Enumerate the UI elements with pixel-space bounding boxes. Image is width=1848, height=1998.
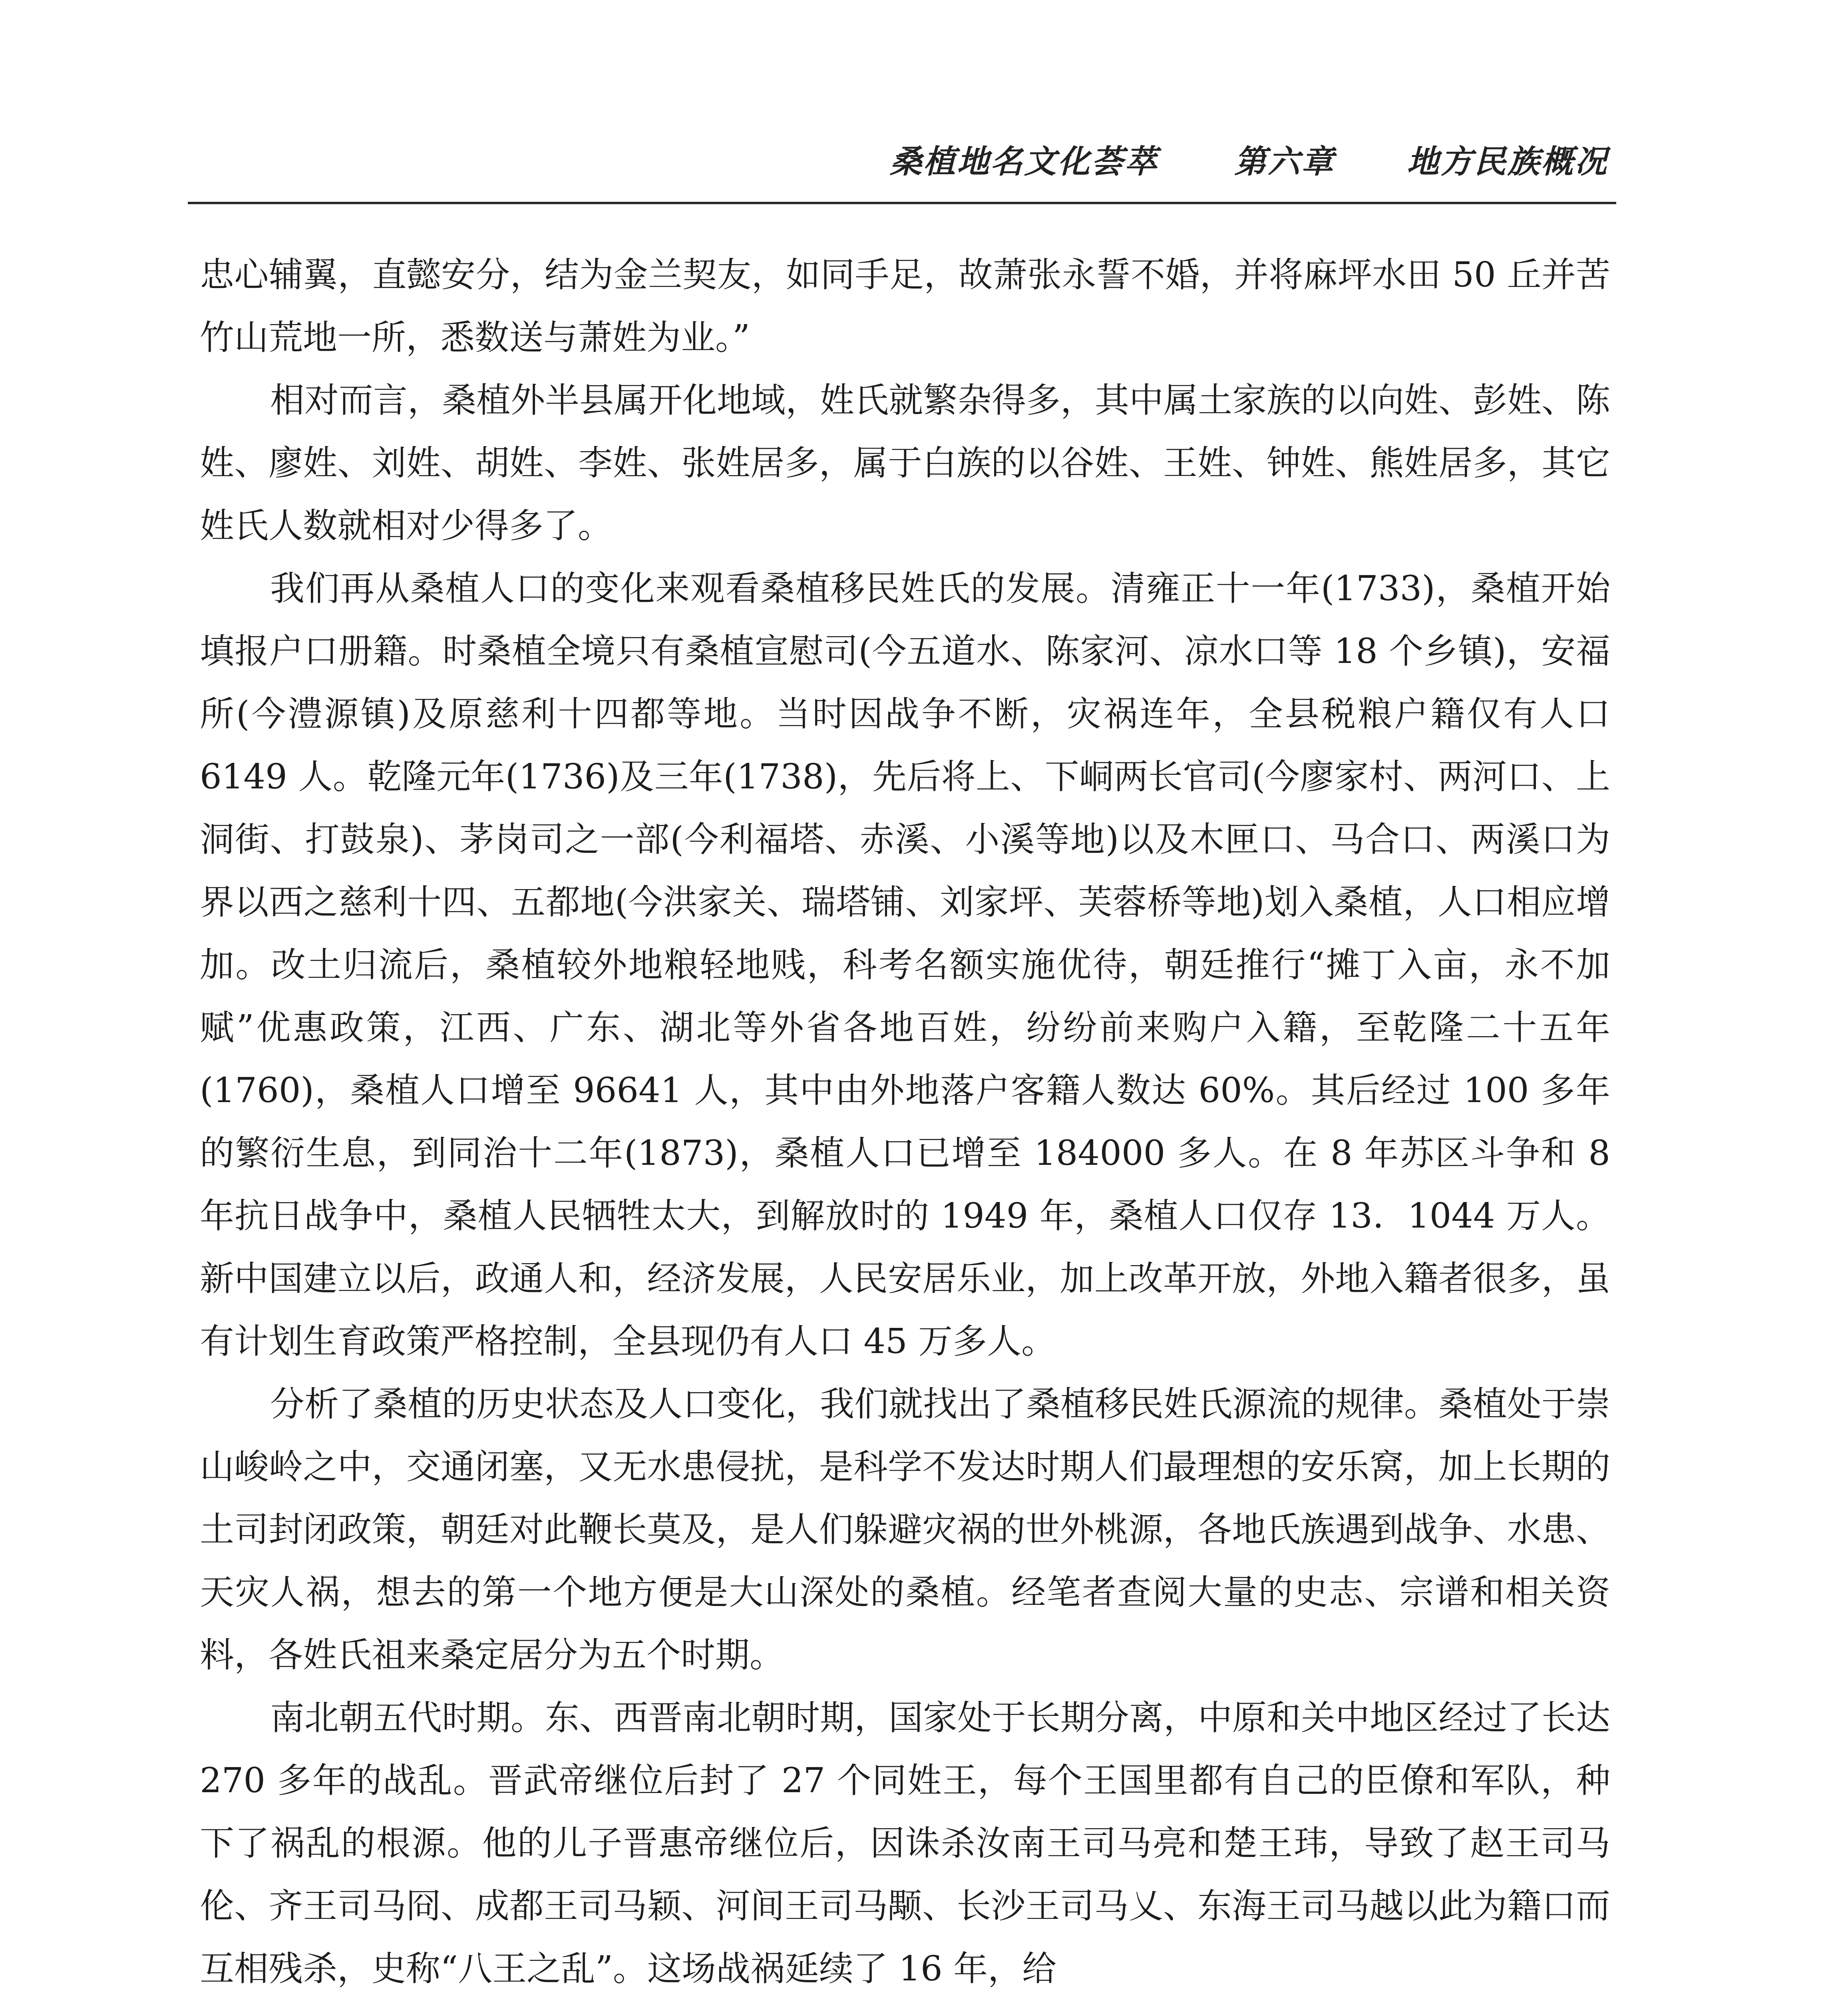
running-header bbox=[890, 136, 1608, 182]
paragraph-continued: 忠心辅翼，直懿安分，结为金兰契友，如同手足，故萧张永誓不婚，并将麻坪水田 50 丘并苦竹山荒地一所，悉数送与萧姓为业。” bbox=[200, 255, 1610, 358]
page-body bbox=[200, 244, 1610, 1998]
book-title: 桑植地名文化荟萃 bbox=[890, 143, 1158, 180]
chapter-number: 第六章 bbox=[1234, 143, 1335, 180]
chapter-title: 地方民族概况 bbox=[1407, 143, 1608, 180]
paragraph: 南北朝五代时期。东、西晋南北朝时期，国家处于长期分离，中原和关中地区经过了长达 270 多年的战乱。晋武帝继位后封了 27 个同姓王，每个王国里都有自己的臣僚和军队，种下了祸乱的根源。他的儿子晋惠帝继位后，因诛杀汝南王司马亮和楚王玮，导致了赵王司马伦、齐王司马冏、成都王司马颖、河间王司马颙、长沙王司马乂、东海王司马越以此为籍口而互相残杀，史称“八王之乱”。这场战祸延续了 16 年，给 bbox=[200, 1698, 1610, 1989]
paragraph: 分析了桑植的历史状态及人口变化，我们就找出了桑植移民姓氏源流的规律。桑植处于崇山峻岭之中，交通闭塞，又无水患侵扰，是科学不发达时期人们最理想的安乐窝，加上长期的土司封闭政策，朝廷对此鞭长莫及，是人们躲避灾祸的世外桃源，各地氏族遇到战争、水患、天灾人祸，想去的第一个地方便是大山深处的桑植。经笔者查阅大量的史志、宗谱和相关资料，各姓氏祖来桑定居分为五个时期。 bbox=[200, 1384, 1610, 1675]
paragraph: 我们再从桑植人口的变化来观看桑植移民姓氏的发展。清雍正十一年(1733)，桑植开始填报户口册籍。时桑植全境只有桑植宣慰司(今五道水、陈家河、凉水口等 18 个乡镇)，安福所(今澧源镇)及原慈利十四都等地。当时因战争不断，灾祸连年，全县税粮户籍仅有人口 6149 人。乾隆元年(1736)及三年(1738)，先后将上、下峒两长官司(今廖家村、两河口、上洞街、打鼓泉)、茅岗司之一部(今利福塔、赤溪、小溪等地)以及木匣口、马合口、两溪口为界以西之慈利十四、五都地(今洪家关、瑞塔铺、刘家坪、芙蓉桥等地)划入桑植，人口相应增加。改土归流后，桑植较外地粮轻地贱，科考名额实施优待，朝廷推行“摊丁入亩，永不加赋”优惠政策，江西、广东、湖北等外省各地百姓，纷纷前来购户入籍，至乾隆二十五年(1760)，桑植人口增至 96641 人，其中由外地落户客籍人数达 60%。其后经过 100 多年的繁衍生息，到同治十二年(1873)，桑植人口已增至 184000 多人。在 8 年苏区斗争和 8 年抗日战争中，桑植人民牺牲太大，到解放时的 1949 年，桑植人口仅存 13．1044 万人。新中国建立以后，政通人和，经济发展，人民安居乐业，加上改革开放，外地入籍者很多，虽有计划生育政策严格控制，全县现仍有人口 45 万多人。 bbox=[200, 569, 1610, 1361]
paragraph: 相对而言，桑植外半县属开化地域，姓氏就繁杂得多，其中属土家族的以向姓、彭姓、陈姓、廖姓、刘姓、胡姓、李姓、张姓居多，属于白族的以谷姓、王姓、钟姓、熊姓居多，其它姓氏人数就相对少得多了。 bbox=[200, 380, 1610, 546]
header-rule bbox=[188, 202, 1616, 204]
